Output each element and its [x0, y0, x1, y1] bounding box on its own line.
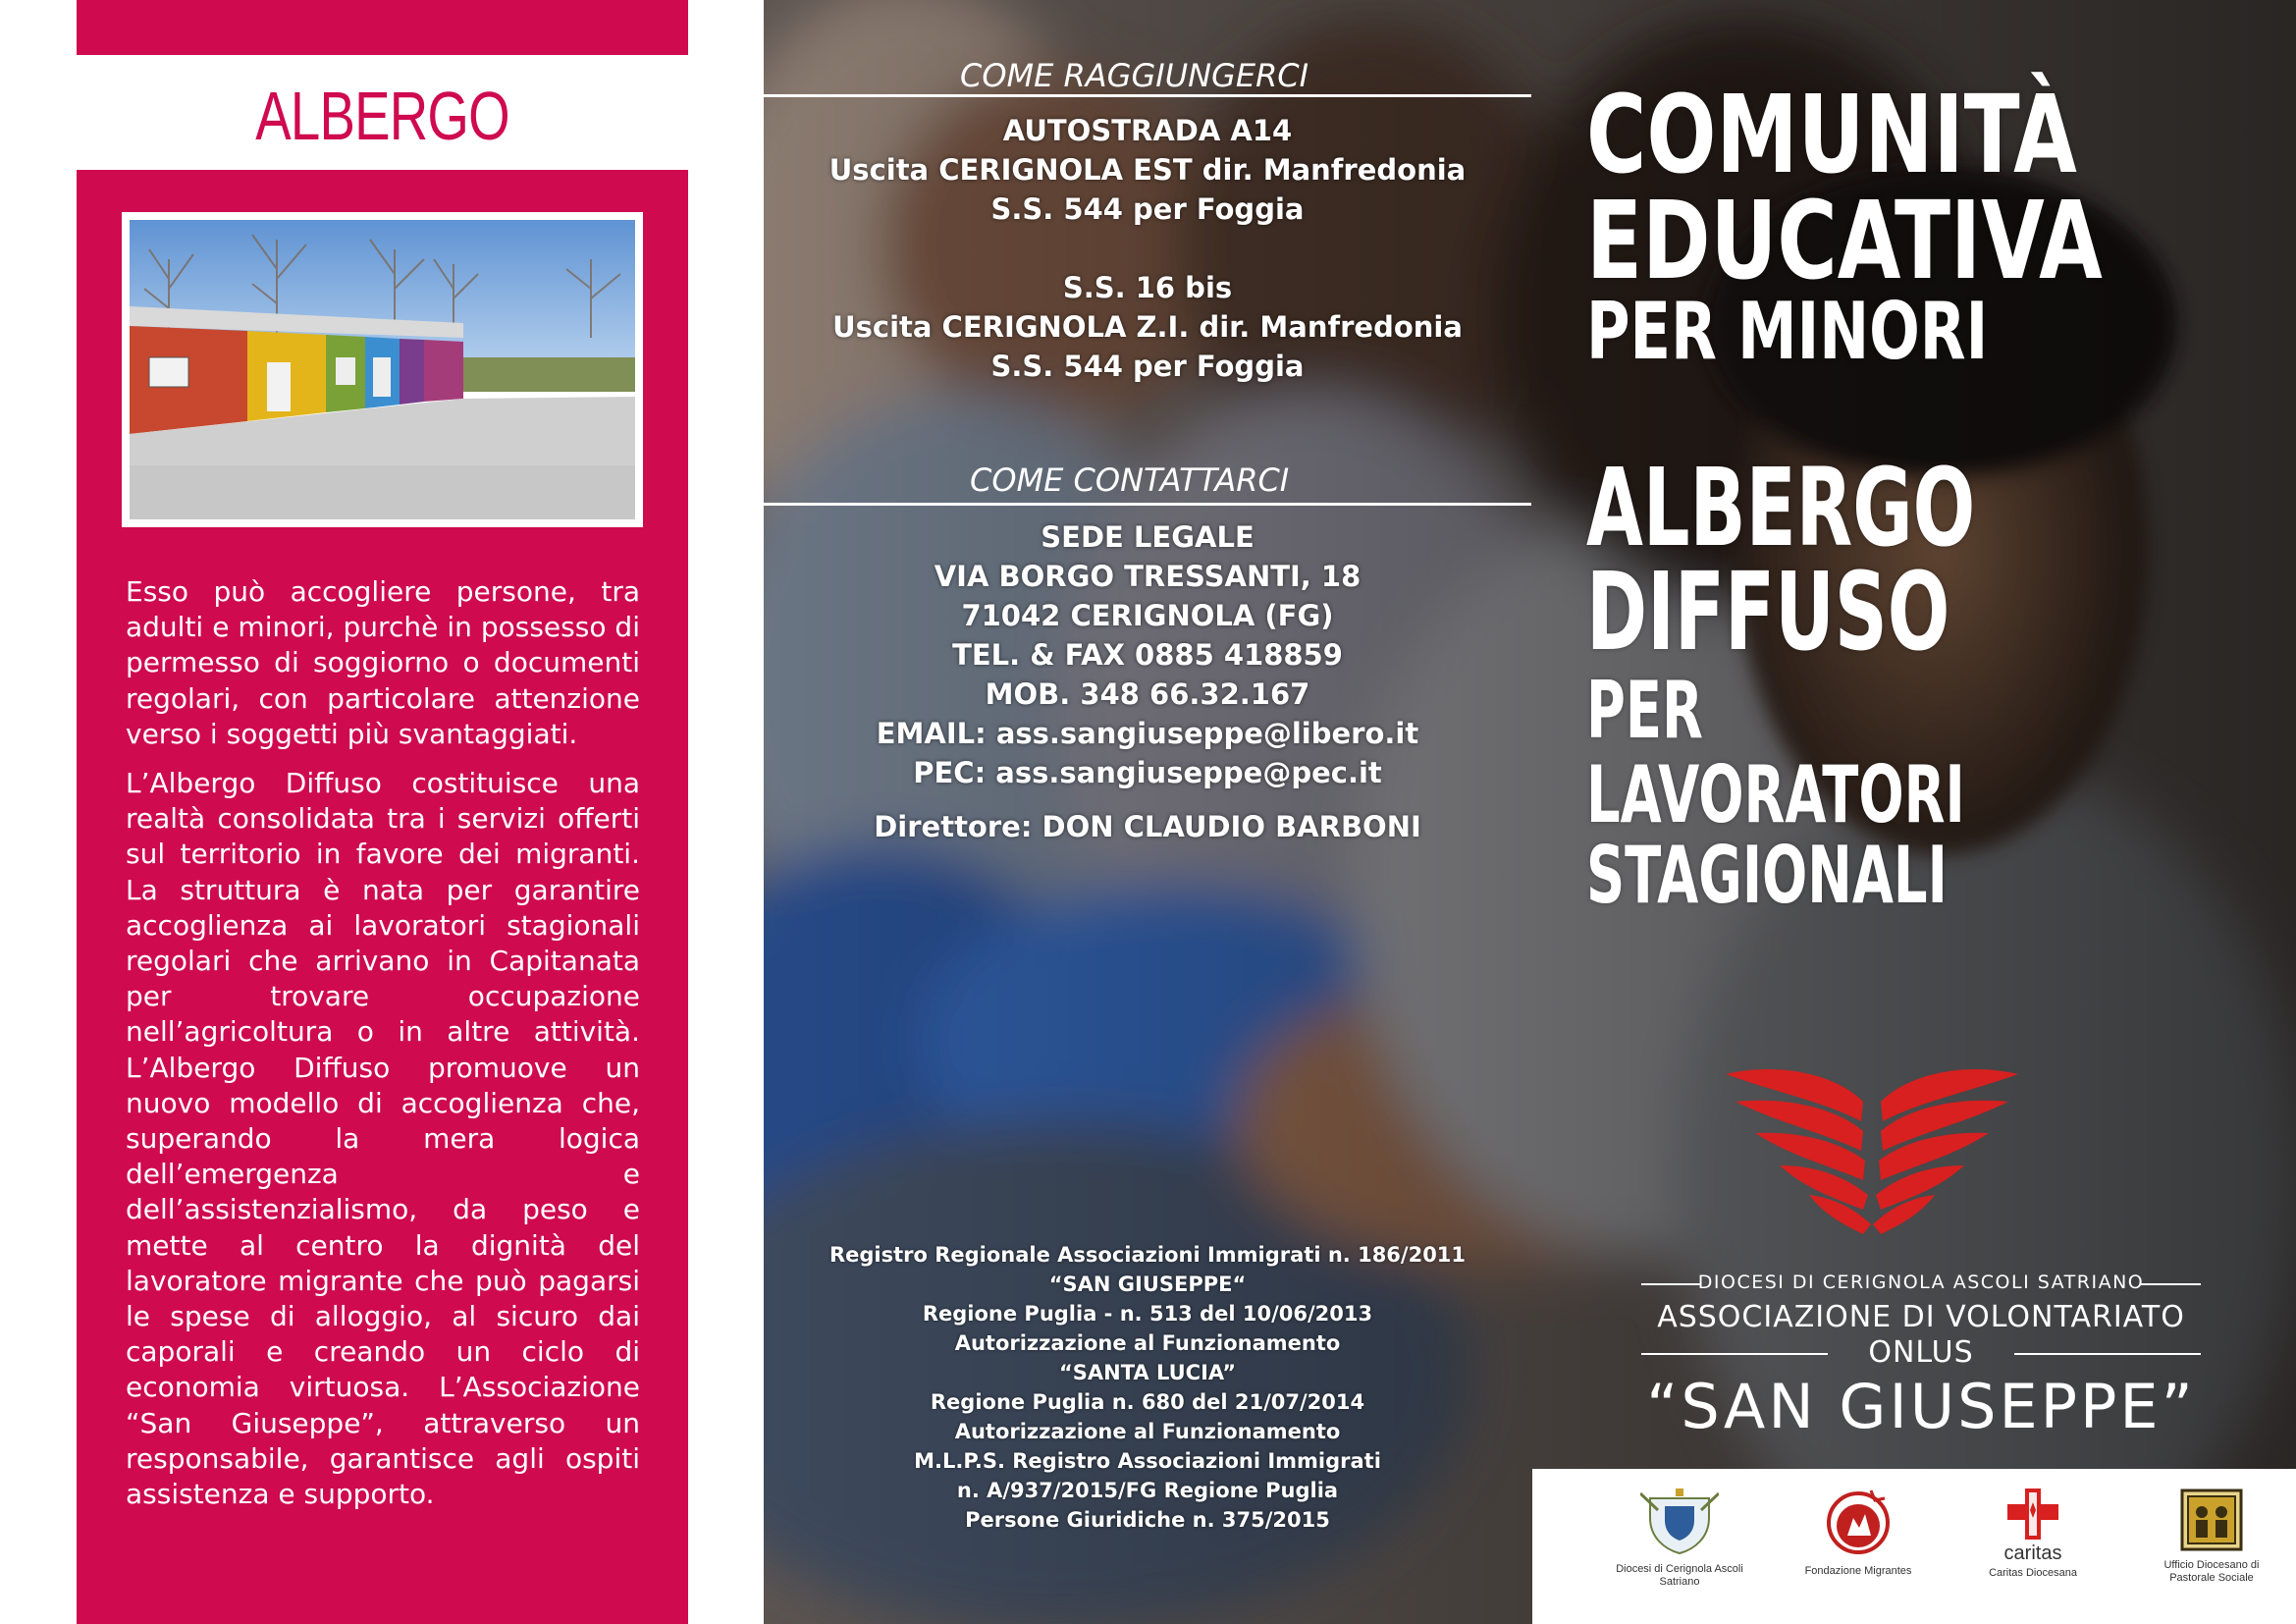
reach-line: S.S. 544 per Foggia: [990, 350, 1305, 383]
onlus-label: ONLUS: [1868, 1335, 1974, 1370]
registry-line: “SANTA LUCIA”: [1058, 1361, 1237, 1384]
ufficio-diocesano-icon: [2180, 1489, 2243, 1551]
reach-line: Uscita CERIGNOLA Z.I. dir. Manfredonia: [832, 310, 1463, 344]
description: [126, 574, 640, 1526]
reach-line: S.S. 544 per Foggia: [990, 192, 1305, 226]
contact-line: MOB. 348 66.32.167: [985, 677, 1310, 711]
logo-migrantes: [1789, 1489, 1927, 1578]
reach-line: S.S. 16 bis: [1062, 271, 1233, 304]
partner-logos: [1532, 1469, 2296, 1624]
association-type: ASSOCIAZIONE DI VOLONTARIATO: [1657, 1300, 2185, 1334]
contact-line: 71042 CERIGNOLA (FG): [961, 599, 1334, 632]
logo-caption: Caritas Diocesana: [1989, 1567, 2077, 1579]
headline-line: COMUNITÀ: [1586, 72, 2077, 197]
logo-caritas: [1964, 1489, 2102, 1580]
registry-line: Autorizzazione al Funzionamento: [954, 1420, 1341, 1443]
email-line: EMAIL: ass.sangiuseppe@libero.it: [876, 717, 1419, 750]
registry-line: Regione Puglia n. 680 del 21/07/2014: [930, 1390, 1365, 1414]
registry-line: Registro Regionale Associazioni Immigrati n. 186/2011: [828, 1243, 1467, 1267]
hands-wings-logo-icon: [1716, 1062, 2028, 1239]
headline-line: PER: [1586, 665, 1703, 756]
director-line: Direttore: DON CLAUDIO BARBONI: [874, 810, 1421, 843]
paragraph: L’Albergo Diffuso costituisce una realtà consolidata tra i servizi offerti sul territorio in favore dei migranti. La struttura è nata per garantire accoglienza ai lavoratori stagionali regolari che arrivano in Capitanata per trovare occupazione nell’agricoltura o in altre attività. L’Albergo Diffuso promuove un nuovo modello di accoglienza che, superando la mera logica dell’emergenza e dell’assistenzialismo, da peso e mette al centro la dignità del lavoratore migrante che può pagarsi le spese di alloggio, al sicuro dai caporali e creando un ciclo di economia virtuosa. L’Associazione “San Giuseppe”, attraverso un responsabile, garantisce agli ospiti assistenza e supporto.: [126, 767, 640, 1511]
logo-ufficio: [2143, 1489, 2280, 1585]
registry-line: n. A/937/2015/FG Regione Puglia: [956, 1479, 1339, 1502]
reach-line: Uscita CERIGNOLA EST dir. Manfredonia: [828, 153, 1467, 187]
registry-line: Persone Giuridiche n. 375/2015: [965, 1508, 1330, 1532]
paragraph: Esso può accogliere persone, tra adulti e minori, purchè in possesso di permesso di soggiorno o documenti regolari, con particolare attenzione verso i soggetti più svantaggiati.: [126, 575, 640, 750]
headline-line: ALBERGO: [1586, 445, 1976, 570]
reach-heading: COME RAGGIUNGERCI: [960, 57, 1309, 94]
diocese-coat-of-arms-icon: [1640, 1489, 1719, 1555]
logo-caption: Diocesi di Cerignola Ascoli Satriano: [1616, 1563, 1743, 1588]
contact-heading: COME CONTATTARCI: [970, 461, 1290, 499]
caritas-icon: [2003, 1489, 2062, 1540]
headline-line: DIFFUSO: [1586, 549, 1950, 675]
logo-caption: Ufficio Diocesano di Pastorale Sociale: [2163, 1559, 2260, 1584]
registry-line: M.L.P.S. Registro Associazioni Immigrati: [914, 1449, 1381, 1473]
photo-frame: [122, 212, 643, 527]
contact-line: TEL. & FAX 0885 418859: [952, 638, 1343, 672]
diocese-label: DIOCESI DI CERIGNOLA ASCOLI SATRIANO: [1697, 1272, 2145, 1293]
logo-diocese: [1611, 1489, 1748, 1589]
section-title: ALBERGO: [255, 78, 509, 154]
registry-line: Autorizzazione al Funzionamento: [954, 1331, 1341, 1355]
divider: [764, 503, 1531, 506]
building-photo: [130, 220, 635, 519]
pec-line: PEC: ass.sangiuseppe@pec.it: [913, 756, 1382, 789]
top-accent-bar: [77, 0, 688, 55]
contact-line: VIA BORGO TRESSANTI, 18: [934, 560, 1362, 593]
caritas-wordmark: caritas: [2003, 1543, 2062, 1564]
headline-line: LAVORATORI: [1586, 749, 1965, 840]
fondazione-migrantes-icon: [1824, 1489, 1893, 1557]
headline-line: EDUCATIVA: [1586, 178, 2103, 303]
reach-line: AUTOSTRADA A14: [1002, 114, 1293, 147]
left-panel: [77, 170, 688, 1624]
divider: [764, 94, 1531, 97]
association-name: “SAN GIUSEPPE”: [1646, 1371, 2196, 1442]
headline-line: STAGIONALI: [1586, 830, 1948, 921]
registry-line: Regione Puglia - n. 513 del 10/06/2013: [922, 1302, 1373, 1326]
registry-line: “SAN GIUSEPPE“: [1048, 1272, 1247, 1296]
logo-caption: Fondazione Migrantes: [1804, 1565, 1912, 1577]
contact-line: SEDE LEGALE: [1041, 520, 1255, 554]
headline-line: PER MINORI: [1586, 286, 1989, 377]
